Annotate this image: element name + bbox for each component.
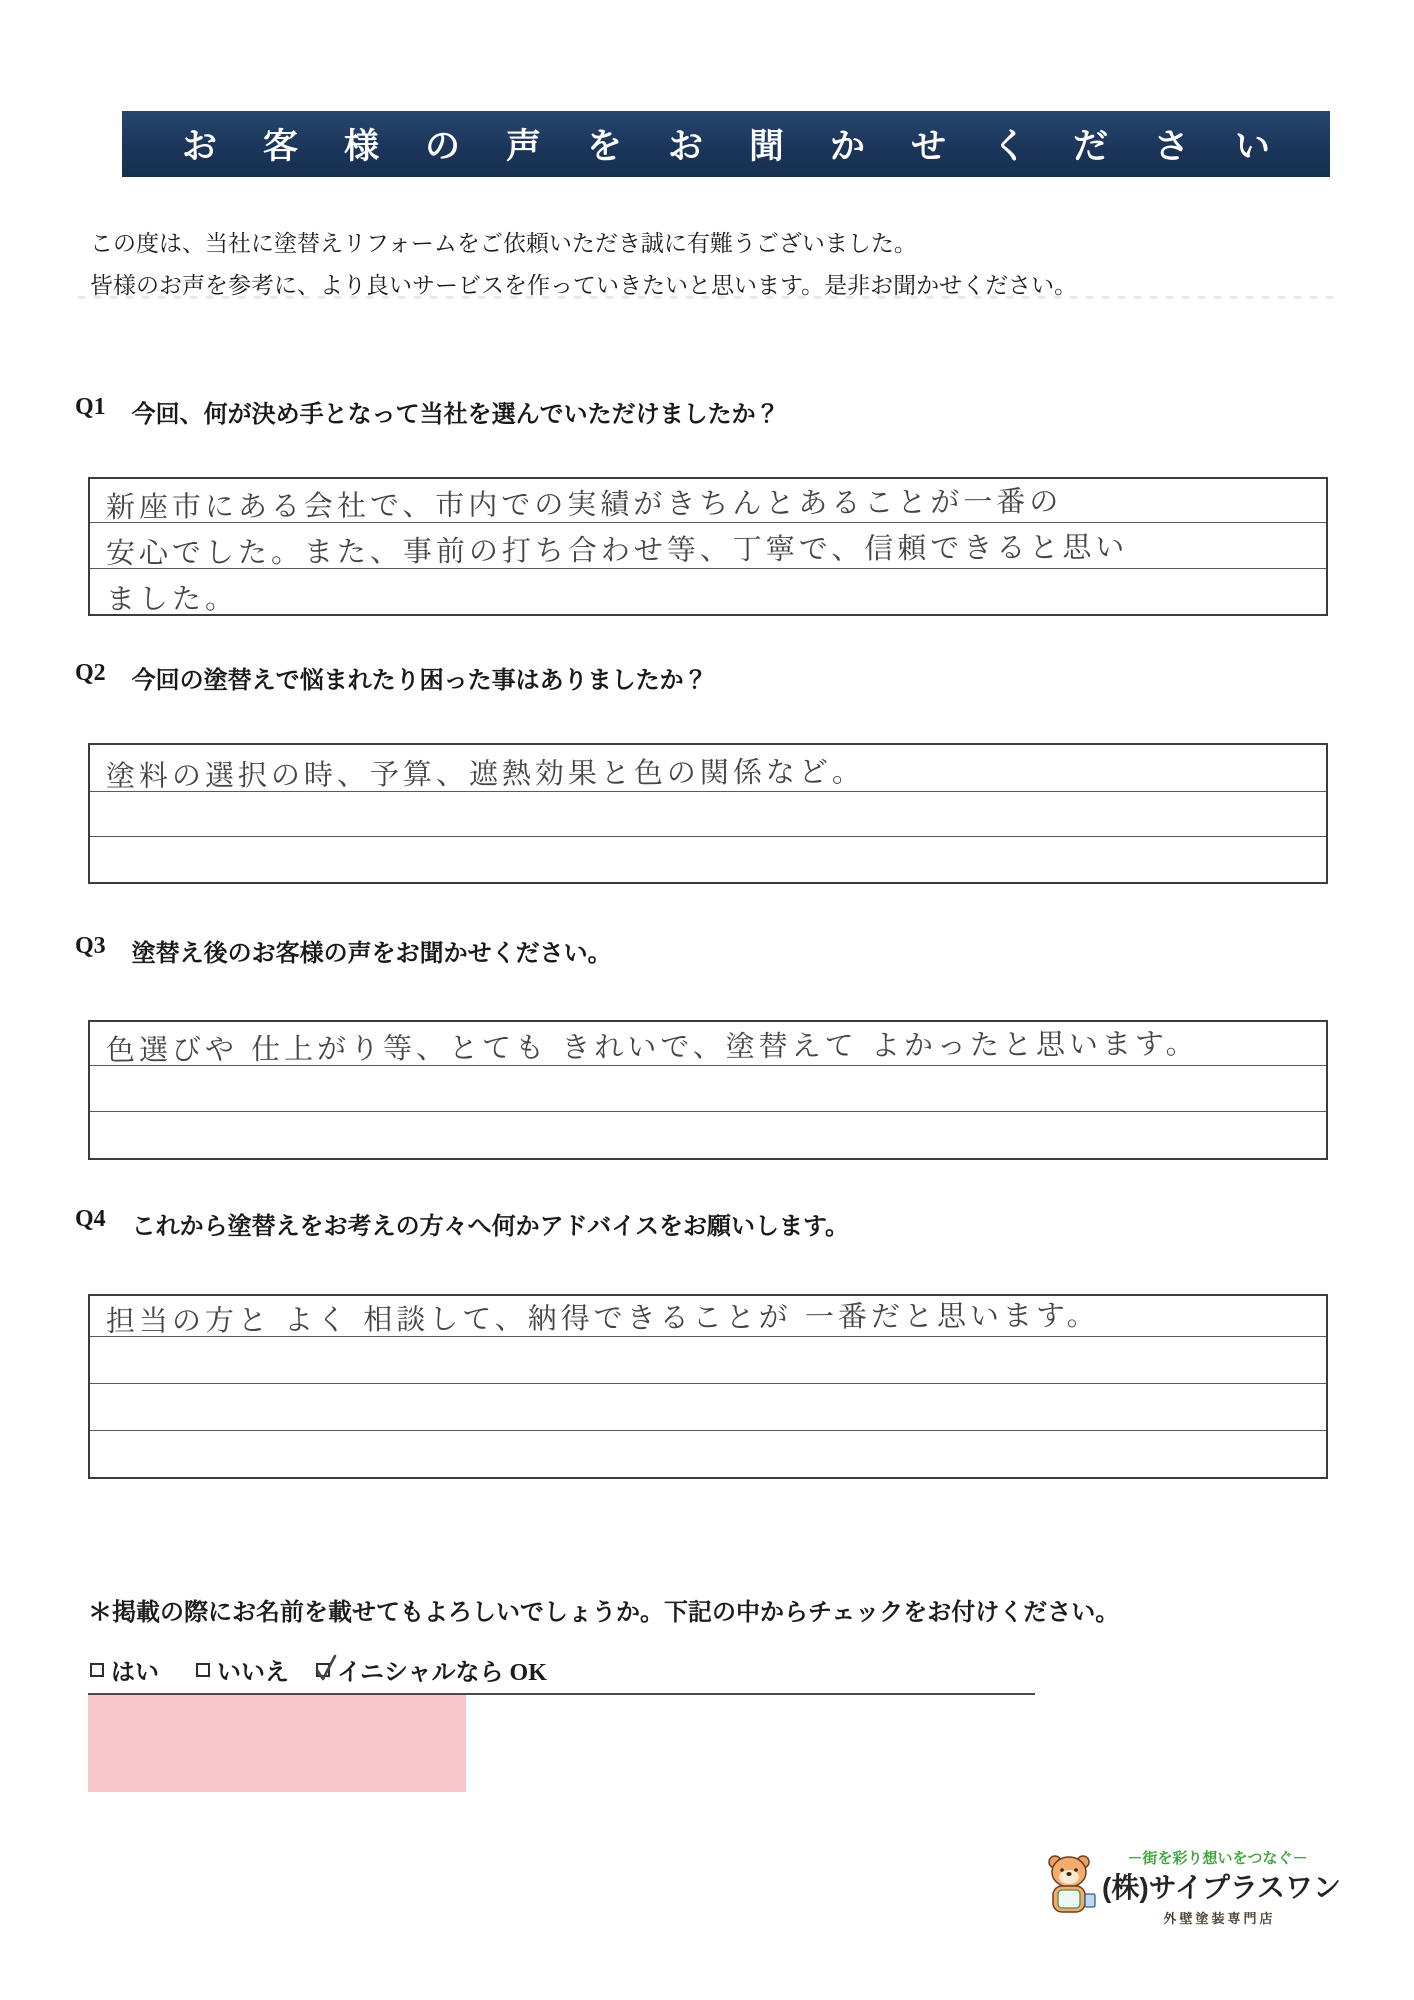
form-title: お客様の声をお聞かせください (181, 127, 1316, 166)
question-3-text: 塗替え後のお客様の声をお聞かせください。 (131, 941, 612, 967)
checkbox-option-yes (90, 1652, 159, 1687)
answer-row (90, 479, 1326, 523)
question-4-heading (75, 1206, 849, 1241)
question-4-number: Q4 (75, 1206, 106, 1232)
scan-artifact (78, 296, 1336, 299)
question-4-text: これから塗替えをお考えの方々へ何かアドバイスをお願いします。 (131, 1214, 850, 1240)
checkbox-yes (90, 1663, 104, 1677)
consent-note: ＊掲載の際にお名前を載せてもよろしいでしょうか。下記の中からチェックをお付けください。 (88, 1600, 1120, 1626)
checkbox-no (196, 1663, 210, 1677)
question-3-number: Q3 (75, 933, 106, 959)
answer-row (90, 569, 1326, 617)
question-3-heading (75, 933, 612, 968)
question-3-answer-box (88, 1020, 1328, 1160)
question-2-heading (75, 660, 708, 695)
answer-row (90, 523, 1326, 569)
checkbox-initials-ok-label: イニシャルなら OK (337, 1660, 547, 1686)
handwritten-answer-line: ました。 (105, 581, 239, 617)
handwritten-check-icon (313, 1654, 339, 1682)
checkbox-no-label: いいえ (217, 1660, 289, 1686)
handwritten-answer-line: 新座市にある会社で、市内での実績がきちんとあることが一番の (105, 484, 1063, 525)
intro-line-2: 皆様のお声を参考に、より良いサービスを作っていきたいと思います。是非お聞かせください。 (90, 273, 1078, 298)
company-tagline: －街を彩り想いをつなぐ－ (1127, 1850, 1308, 1867)
handwritten-answer-line: 担当の方と よく 相談して、納得できることが 一番だと思います。 (105, 1297, 1100, 1338)
answer-row (90, 1431, 1326, 1477)
handwritten-answer-line: 塗料の選択の時、予算、遮熱効果と色の関係など。 (105, 754, 865, 794)
checkbox-option-no (196, 1652, 289, 1687)
intro-line-1: この度は、当社に塗替えリフォームをご依頼いただき誠に有難うございました。 (90, 231, 917, 256)
answer-row (90, 1384, 1326, 1431)
answer-row (90, 1066, 1326, 1112)
question-2-text: 今回の塗替えで悩まれたり困った事はありましたか？ (131, 668, 708, 694)
handwritten-answer-line: 安心でした。また、事前の打ち合わせ等、丁寧で、信頼できると思い (105, 529, 1129, 571)
question-1-heading (75, 394, 780, 429)
company-name: (株)サイプラスワン (1102, 1872, 1342, 1903)
handwritten-answer-line: 色選びや 仕上がり等、とても きれいで、塗替えて よかったと思います。 (105, 1026, 1199, 1067)
question-1-text: 今回、何が決め手となって当社を選んでいただけましたか？ (131, 402, 780, 428)
answer-row (90, 1112, 1326, 1158)
form-title-banner (122, 111, 1330, 177)
answer-row (90, 1022, 1326, 1066)
question-2-answer-box (88, 743, 1328, 884)
answer-row (90, 1337, 1326, 1384)
question-1-number: Q1 (75, 394, 106, 420)
answer-row (90, 1296, 1326, 1337)
company-subtitle: 外壁塗装専門店 (1163, 1911, 1276, 1926)
mascot-bear-icon (1040, 1850, 1098, 1921)
answer-row (90, 745, 1326, 792)
question-4-answer-box (88, 1294, 1328, 1479)
question-1-answer-box (88, 477, 1328, 616)
checkbox-option-initials-ok (316, 1652, 547, 1687)
redacted-name-area (88, 1695, 466, 1792)
checkbox-yes-label: はい (111, 1660, 159, 1686)
answer-row (90, 792, 1326, 837)
answer-row (90, 837, 1326, 882)
question-2-number: Q2 (75, 660, 106, 686)
checkbox-initials-ok (316, 1663, 330, 1677)
